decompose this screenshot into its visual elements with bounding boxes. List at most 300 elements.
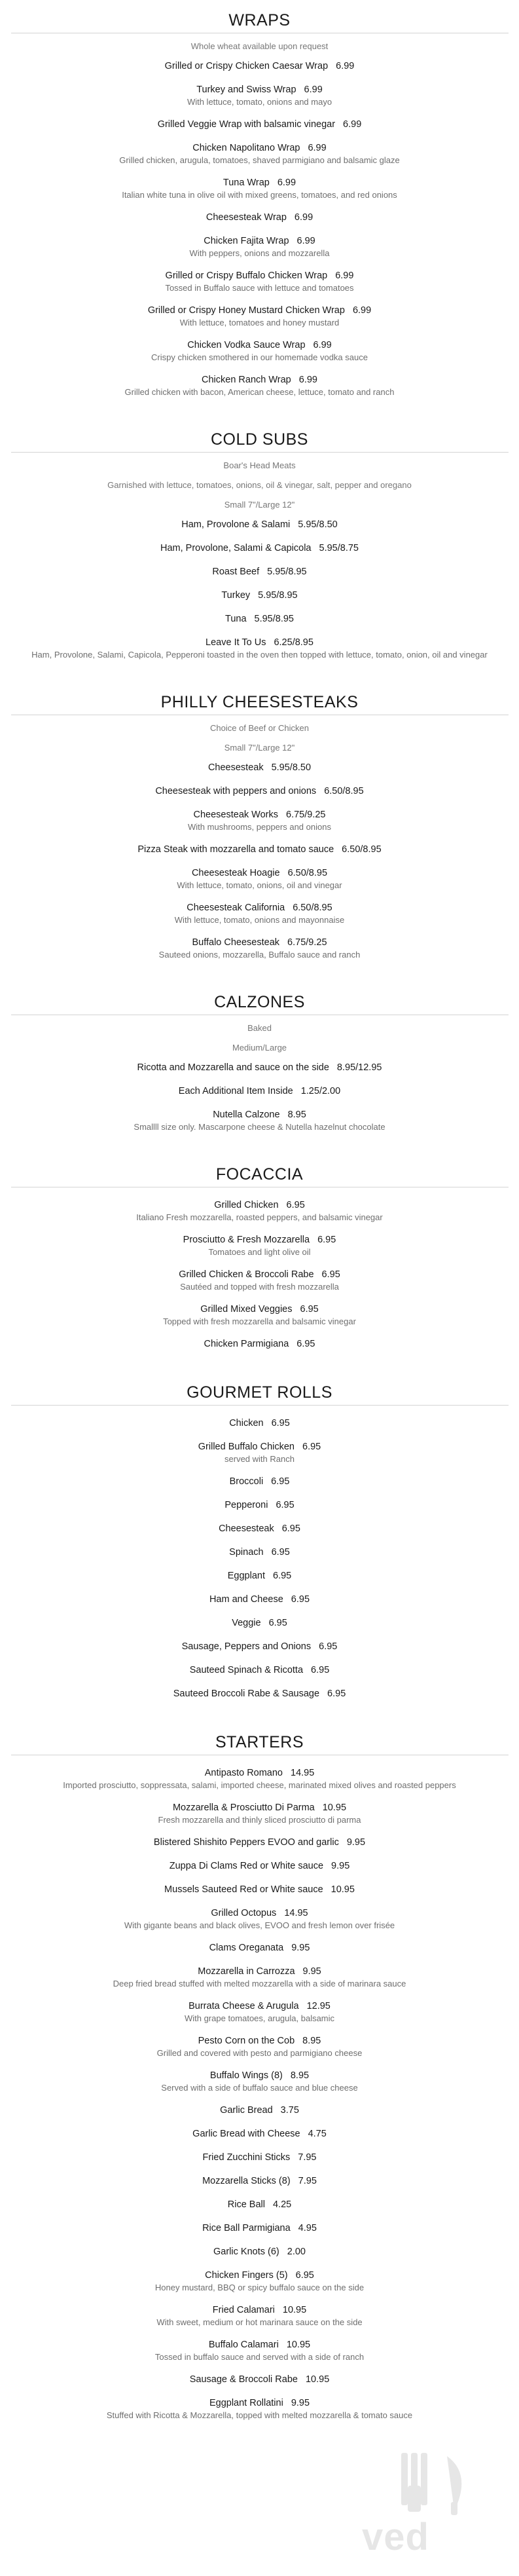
menu-item-name: Cheesesteak Wrap [206,212,287,223]
menu-item-line [11,1641,509,1653]
menu-item-description: Tossed in Buffalo sauce with lettuce and tomatoes [165,283,354,293]
menu-item-line [11,844,509,856]
menu-item-price: 6.50/8.95 [324,786,364,796]
menu-item-name: Tuna [225,614,247,624]
section-divider [11,1405,509,1406]
menu-item-line [11,1269,509,1281]
menu-item-price: 10.95 [282,2305,307,2315]
menu-item-line [11,2199,509,2211]
menu-item-price: 8.95/12.95 [336,1062,382,1073]
menu-item-price: 8.95 [287,1110,306,1120]
menu-item-line [11,613,509,625]
menu-item-line [11,177,509,189]
menu-item-price: 9.95 [291,2398,310,2408]
menu-item-name: Zuppa Di Clams Red or White sauce [169,1861,324,1871]
menu-item-name: Turkey [221,590,251,601]
menu-item-name: Chicken Ranch Wrap [202,375,291,385]
menu-item-line [11,1523,509,1535]
menu-item [11,1966,509,1989]
menu-item [11,1546,509,1559]
menu-section [11,1380,509,1730]
section-note: Boar's Head Meats [223,460,296,470]
menu-item [11,1523,509,1535]
menu-item-name: Blistered Shishito Peppers EVOO and garlic [153,1837,339,1848]
menu-item-price: 6.99 [298,375,317,385]
menu-item [11,1594,509,1606]
menu-item-name: Leave It To Us [206,637,266,648]
menu-item-price: 10.95 [305,2374,330,2385]
menu-item-name: Rice Ball Parmigiana [202,2223,291,2233]
menu-item-name: Cheesesteak California [187,903,285,913]
menu-item [11,1199,509,1223]
menu-item-name: Pizza Steak with mozzarella and tomato sauce [137,844,334,855]
menu-item-name: Roast Beef [212,567,260,577]
menu-item [11,2035,509,2059]
menu-item [11,1085,509,1098]
menu-item-price: 6.95 [321,1269,340,1280]
menu-item-price: 9.95 [346,1837,366,1848]
menu-item-line [11,1688,509,1700]
menu-item-price: 14.95 [284,1908,308,1918]
menu-item-line [11,589,509,602]
menu-item-price: 6.99 [304,84,323,95]
menu-item-description: Honey mustard, BBQ or spicy buffalo sauce on the side [154,2283,365,2292]
section-note: Choice of Beef or Chicken [209,723,310,733]
menu-item-price: 6.99 [352,305,372,316]
menu-item-line [11,305,509,317]
menu-item-price: 5.95/8.50 [298,519,338,530]
section-title: GOURMET ROLLS [187,1383,332,1402]
menu-item-line [11,2128,509,2140]
menu-section [11,427,509,690]
menu-item-price: 8.95 [290,2070,310,2081]
menu-item [11,1303,509,1327]
menu-item-name: Prosciutto & Fresh Mozzarella [183,1235,310,1245]
menu-item-name: Cheesesteak with peppers and onions [155,786,317,796]
menu-item [11,235,509,259]
menu-item-price: 6.75/9.25 [287,937,327,948]
menu-item-line [11,566,509,578]
menu-item-line [11,637,509,649]
menu-item-name: Mussels Sauteed Red or White sauce [164,1884,323,1895]
menu-item-price: 7.95 [298,2152,317,2163]
menu-item-price: 3.75 [280,2105,299,2116]
menu-item-name: Fried Zucchini Sticks [202,2152,291,2163]
menu-item [11,2152,509,2164]
menu-item-name: Chicken Parmigiana [204,1339,289,1349]
menu-item-line [11,1499,509,1512]
menu-item-line [11,1234,509,1246]
menu-item-price: 6.95 [295,2270,314,2281]
menu-item-description: With grape tomatoes, arugula, balsamic [184,2013,335,2023]
menu-item [11,119,509,131]
menu-item [11,1942,509,1954]
menu-item-description: With lettuce, tomato, onions and mayo [187,97,332,107]
menu-item-line [11,1109,509,1121]
menu-item-line [11,2175,509,2188]
section-note: Baked [247,1023,272,1033]
menu-item-description: Tossed in buffalo sauce and served with a side of ranch [154,2352,365,2362]
menu-item-line [11,1884,509,1896]
menu-item-price: 6.99 [294,212,313,223]
menu-item-description: Fresh mozzarella and thinly sliced prosciutto di parma [158,1815,361,1825]
menu-item-line [11,2246,509,2258]
menu-item-line [11,2339,509,2351]
menu-item-line [11,1062,509,1074]
menu-item [11,542,509,555]
menu-item [11,1837,509,1849]
menu-item-price: 4.25 [272,2199,292,2210]
menu-item-name: Pesto Corn on the Cob [198,2036,295,2046]
menu-item-line [11,1767,509,1780]
menu-item-price: 7.95 [298,2176,317,2186]
menu-item-price: 6.75/9.25 [286,810,326,820]
menu-item-price: 8.95 [302,2036,321,2046]
menu-item [11,566,509,578]
menu-item [11,1234,509,1258]
menu-item-line [11,2070,509,2082]
menu-item-line [11,2222,509,2235]
menu-item [11,867,509,891]
menu-item-name: Ham, Provolone & Salami [181,519,291,530]
menu-item-description: Grilled and covered with pesto and parmigiano cheese [156,2048,363,2058]
section-note: Small 7"/Large 12" [224,743,295,753]
menu-item-price: 6.95 [286,1200,305,1210]
menu-item-description: Crispy chicken smothered in our homemade vodka sauce [151,352,368,362]
menu-item-description: Italiano Fresh mozzarella, roasted peppers, and balsamic vinegar [136,1212,383,1222]
menu-item-name: Buffalo Calamari [208,2340,279,2350]
menu-item-price: 6.95 [276,1500,295,1510]
menu-item-line [11,1594,509,1606]
menu-item-price: 5.95/8.50 [271,762,312,773]
menu-item [11,1688,509,1700]
menu-item [11,84,509,107]
menu-item-line [11,1085,509,1098]
menu-item-name: Grilled or Crispy Honey Mustard Chicken Wrap [147,305,345,316]
menu-item-line [11,2152,509,2164]
menu-item-line [11,142,509,155]
menu-item-price: 6.50/8.95 [287,868,328,878]
menu-item [11,1441,509,1465]
menu-item-description: Served with a side of buffalo sauce and blue cheese [161,2083,358,2093]
menu-item-line [11,1802,509,1814]
menu-item-name: Sauteed Spinach & Ricotta [189,1665,304,1675]
menu-item-price: 6.99 [313,340,332,350]
menu-item-price: 6.95 [327,1689,346,1699]
menu-item-description: With lettuce, tomato, onions and mayonnaise [174,915,345,925]
menu-item-line [11,270,509,282]
menu-item [11,2397,509,2421]
menu-item-line [11,762,509,774]
menu-item-name: Garlic Bread with Cheese [192,2129,300,2139]
section-title: PHILLY CHEESESTEAKS [160,693,359,711]
menu-item-price: 5.95/8.75 [319,543,359,553]
menu-item-line [11,2269,509,2282]
menu-item-description: Stuffed with Ricotta & Mozzarella, topped with melted mozzarella & tomato sauce [106,2410,413,2420]
menu-item-name: Mozzarella & Prosciutto Di Parma [172,1802,315,1813]
menu-item-name: Tuna Wrap [223,177,270,188]
menu-item-line [11,519,509,531]
menu-item-name: Eggplant Rollatini [209,2398,283,2408]
menu-item [11,519,509,531]
section-title: COLD SUBS [211,430,308,449]
menu-item [11,1664,509,1677]
watermark-text: ved [362,2516,429,2558]
menu-item [11,1802,509,1825]
menu-item [11,2070,509,2093]
menu-item-name: Veggie [232,1618,261,1628]
menu-section [11,990,509,1162]
menu-item-line [11,1570,509,1582]
section-title: WRAPS [228,11,291,29]
menu-item [11,374,509,398]
menu-section [11,1162,509,1380]
menu-item-line [11,212,509,224]
menu-item-line [11,339,509,352]
menu-item [11,613,509,625]
menu-item-price: 12.95 [306,2001,331,2011]
menu-item-name: Buffalo Cheesesteak [192,937,280,948]
menu-item-name: Garlic Bread [220,2105,273,2116]
menu-item-name: Nutella Calzone [213,1110,280,1120]
menu-item-line [11,937,509,949]
menu-item-description: Grilled chicken with bacon, American cheese, lettuce, tomato and ranch [124,387,395,397]
menu-item-name: Sausage, Peppers and Onions [181,1641,312,1652]
menu-item-name: Grilled or Crispy Chicken Caesar Wrap [164,61,329,71]
menu-item-name: Turkey and Swiss Wrap [196,84,296,95]
menu-item-line [11,235,509,248]
menu-item-price: 5.95/8.95 [267,567,307,577]
menu-item-line [11,1303,509,1316]
menu-item [11,2339,509,2362]
menu-item [11,1907,509,1931]
menu-item-line [11,1417,509,1430]
menu-item-description: With gigante beans and black olives, EVOO and fresh lemon over frisée [124,1920,395,1930]
menu-item [11,785,509,798]
menu-item-name: Grilled Veggie Wrap with balsamic vinegar [157,119,336,130]
menu-item-line [11,902,509,914]
menu-item-description: Grilled chicken, arugula, tomatoes, shaved parmigiano and balsamic glaze [119,155,400,165]
menu-item-name: Spinach [229,1547,264,1558]
menu-item-line [11,1441,509,1453]
menu-item-price: 6.95 [271,1418,290,1428]
menu-item-line [11,1942,509,1954]
menu-item [11,212,509,224]
menu-item-line [11,2374,509,2386]
menu-item [11,1884,509,1896]
menu-item [11,637,509,660]
menu-item-name: Ricotta and Mozzarella and sauce on the side [137,1062,329,1073]
menu-item-price: 9.95 [291,1943,310,1953]
menu-item-name: Garlic Knots (6) [213,2247,279,2257]
menu-item-description: Tomatoes and light olive oil [208,1247,311,1257]
menu-item-name: Mozzarella Sticks (8) [202,2176,291,2186]
menu-item [11,270,509,293]
menu-item-name: Clams Oreganata [209,1943,284,1953]
menu-item-price: 6.95 [311,1665,330,1675]
menu-item-price: 9.95 [302,1966,321,1977]
menu-item-price: 9.95 [331,1861,350,1871]
menu-item-price: 6.50/8.95 [293,903,332,913]
menu-item-line [11,2304,509,2317]
section-note: Small 7"/Large 12" [224,500,295,510]
menu-item-line [11,809,509,821]
menu-item-price: 6.95 [271,1547,290,1558]
menu-item-line [11,1907,509,1920]
menu-item [11,2304,509,2328]
menu-item [11,844,509,856]
menu-item-name: Grilled Chicken [214,1200,279,1210]
menu-item [11,902,509,925]
menu-item-name: Pepperoni [224,1500,268,1510]
menu-item-name: Grilled Mixed Veggies [200,1304,293,1315]
menu-item-line [11,374,509,386]
menu-item-name: Chicken [229,1418,264,1428]
menu-item [11,60,509,73]
menu-item [11,2222,509,2235]
menu-section [11,1730,509,2450]
menu-item [11,1570,509,1582]
menu-item-name: Fried Calamari [212,2305,275,2315]
menu-item-line [11,1837,509,1849]
menu-item-description: With lettuce, tomatoes and honey mustard [179,318,340,327]
menu-item-price: 2.00 [287,2247,306,2257]
menu-item-name: Mozzarella in Carrozza [198,1966,295,1977]
menu-item-name: Ham, Provolone, Salami & Capicola [160,543,312,553]
menu-item-name: Each Additional Item Inside [178,1086,293,1096]
section-title: CALZONES [214,993,305,1011]
menu-item-price: 6.25/8.95 [274,637,313,648]
menu-item [11,589,509,602]
menu-item-description: Imported prosciutto, soppressata, salami, imported cheese, marinated mixed olives and roasted peppers [63,1780,456,1790]
section-note: Whole wheat available upon request [190,41,329,51]
menu-item [11,1641,509,1653]
menu-item-name: Cheesesteak [207,762,264,773]
menu-item-line [11,1966,509,1978]
menu-item-name: Cheesesteak [219,1523,274,1534]
menu-item [11,142,509,166]
menu-item-price: 10.95 [286,2340,311,2350]
menu-item-description: Sauteed onions, mozzarella, Buffalo sauce and ranch [158,950,361,960]
menu-item-description: Sautéed and topped with fresh mozzarella [180,1282,339,1292]
menu-item [11,1860,509,1873]
menu-item-line [11,1546,509,1559]
menu-item-name: Rice Ball [227,2199,265,2210]
menu-item-name: Eggplant [227,1571,265,1581]
menu-item [11,1767,509,1791]
menu-item-price: 6.95 [281,1523,300,1534]
menu-item [11,2104,509,2117]
menu-item-price: 6.95 [291,1594,310,1605]
menu-item-description: served with Ranch [224,1454,295,1464]
menu-item-price: 6.95 [273,1571,292,1581]
menu-item-price: 4.95 [298,2223,317,2233]
menu-item [11,2199,509,2211]
menu-item-name: Burrata Cheese & Arugula [188,2001,299,2011]
menu-item-price: 6.99 [343,119,362,130]
menu-item-price: 6.95 [268,1618,287,1628]
menu-item-line [11,84,509,96]
menu-item [11,1109,509,1132]
menu-item-name: Grilled Octopus [211,1908,277,1918]
menu-item-price: 6.95 [300,1304,319,1315]
menu-item-price: 6.95 [296,1339,315,1349]
menu-item-price: 1.25/2.00 [300,1086,341,1096]
menu-item [11,809,509,832]
section-note: Garnished with lettuce, tomatoes, onions, oil & vinegar, salt, pepper and oregano [107,480,412,490]
menu-item-price: 6.95 [317,1235,336,1245]
section-title: STARTERS [215,1733,304,1751]
menu-item-name: Ham and Cheese [209,1594,283,1605]
menu-item-line [11,785,509,798]
menu-item-line [11,1860,509,1873]
menu-item [11,2374,509,2386]
menu-item [11,1417,509,1430]
section-title: FOCACCIA [215,1165,304,1184]
menu-item [11,1062,509,1074]
menu-item-price: 10.95 [331,1884,355,1895]
menu-item-line [11,2104,509,2117]
menu-item-price: 4.75 [308,2129,327,2139]
menu-item-description: Smallll size only. Mascarpone cheese & Nutella hazelnut chocolate [134,1122,385,1132]
menu-item-name: Grilled Buffalo Chicken [198,1442,295,1452]
menu-item [11,1617,509,1630]
menu-item-name: Cheesesteak Works [193,810,278,820]
menu-item-line [11,60,509,73]
menu-item-description: Topped with fresh mozzarella and balsamic vinegar [163,1316,356,1326]
menu-item-price: 10.95 [322,1802,347,1813]
menu-item [11,339,509,363]
menu-item [11,2269,509,2293]
menu-item-price: 6.95 [271,1476,290,1487]
menu-item-price: 6.99 [308,143,327,153]
menu-item [11,762,509,774]
menu-item [11,177,509,200]
menu-item [11,1499,509,1512]
menu-item-name: Chicken Fajita Wrap [204,236,289,246]
menu-item-name: Antipasto Romano [204,1768,283,1778]
menu-item [11,305,509,328]
menu-item-price: 6.99 [277,177,296,188]
menu-item [11,937,509,960]
watermark [323,2446,506,2564]
menu-item-name: Grilled Chicken & Broccoli Rabe [179,1269,314,1280]
menu-item-name: Cheesesteak Hoagie [191,868,280,878]
menu-item [11,2246,509,2258]
menu-item [11,1338,509,1351]
menu-item-line [11,119,509,131]
menu-item-line [11,1199,509,1212]
menu-item-line [11,1664,509,1677]
menu-item-price: 6.99 [335,271,354,281]
menu-item-name: Chicken Napolitano Wrap [192,143,300,153]
menu-item-line [11,2397,509,2410]
fork-knife-icon [323,2446,506,2564]
menu-item-name: Broccoli [229,1476,264,1487]
menu-item [11,1269,509,1292]
menu-item-line [11,2035,509,2047]
menu-item-name: Chicken Fingers (5) [205,2270,288,2281]
menu-item-price: 5.95/8.95 [254,614,294,624]
menu-item-description: Italian white tuna in olive oil with mixed greens, tomatoes, and red onions [122,190,397,200]
menu-item-price: 6.99 [336,61,355,71]
menu-section [11,690,509,990]
menu-item-description: With mushrooms, peppers and onions [188,822,331,832]
menu-item [11,1476,509,1488]
menu-item-description: With peppers, onions and mozzarella [189,248,330,258]
menu-item-name: Sausage & Broccoli Rabe [189,2374,298,2385]
menu-item-description: With sweet, medium or hot marinara sauce on the side [156,2317,363,2327]
